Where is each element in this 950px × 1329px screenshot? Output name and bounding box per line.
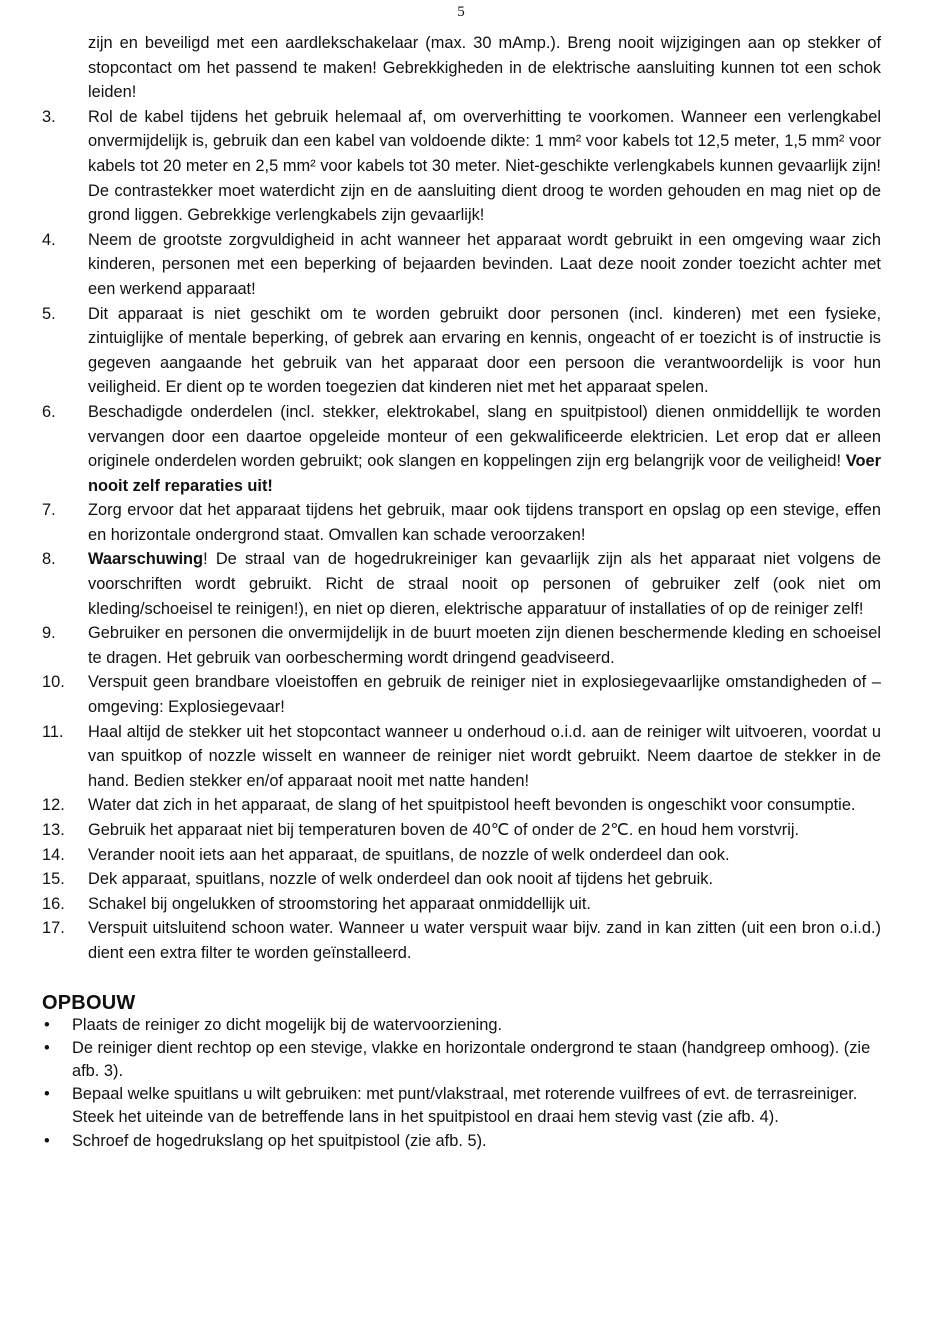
item-text: Neem de grootste zorgvuldigheid in acht wanneer het apparaat wordt gebruikt in een omgeving waar zich kinderen, personen met een beperking of bejaarden bevinden. Laat deze nooit zonder toezicht achter met een werkend apparaat! (88, 230, 881, 298)
safety-item-16 (42, 892, 881, 917)
item-text-container (88, 547, 881, 621)
item-number: 10. (42, 673, 65, 692)
list-item (42, 1014, 881, 1037)
safety-item-7 (42, 498, 881, 547)
item-text: Schakel bij ongelukken of stroomstoring het apparaat onmiddellijk uit. (88, 894, 591, 913)
safety-item-6 (42, 400, 881, 498)
item-number: 16. (42, 894, 65, 913)
item-text: Water dat zich in het apparaat, de slang of het spuitpistool heeft bevonden is ongeschikt voor consumptie. (88, 796, 856, 815)
item-text: Gebruik het apparaat niet bij temperaturen boven de 40℃ of onder de 2℃. en houd hem vorstvrij. (88, 821, 800, 839)
item-text: Beschadigde onderdelen (incl. stekker, elektrokabel, slang en spuitpistool) dienen onmiddellijk te worden vervangen door een daartoe opgeleide monteur of een gekwalificeerde elektricien. Let erop dat er alleen originele onderdelen worden gebruikt; ook slangen en koppelingen zijn erg belangrijk voor de veiligheid! (88, 402, 881, 471)
bullet-text: Plaats de reiniger zo dicht mogelijk bij de watervoorziening. (72, 1015, 503, 1034)
list-item (42, 1083, 881, 1129)
item-number: 9. (42, 624, 56, 643)
bullet-text: De reiniger dient rechtop op een stevige, vlakke en horizontale ondergrond te staan (handgreep omhoog). (zie afb. 3). (72, 1038, 871, 1080)
item-text: Verander nooit iets aan het apparaat, de spuitlans, de nozzle of welk onderdeel dan ook. (88, 845, 730, 864)
item-number: 3. (42, 107, 56, 126)
bullet-icon: • (44, 1131, 50, 1150)
safety-item-17 (42, 916, 881, 965)
bullet-icon: • (44, 1085, 50, 1104)
item-number: 8. (42, 550, 56, 569)
safety-item-3 (42, 105, 881, 228)
bullet-text: Schroef de hogedrukslang op het spuitpistool (zie afb. 5). (72, 1131, 487, 1150)
item-text: Verspuit uitsluitend schoon water. Wanneer u water verspuit waar bijv. zand in kan zitten (uit een bron o.i.d.) dient een extra filter te worden geïnstalleerd. (88, 919, 881, 962)
list-item (42, 1130, 881, 1153)
item-text: Zorg ervoor dat het apparaat tijdens het gebruik, maar ook tijdens transport en opslag op een stevige, effen en horizontale ondergrond staat. Omvallen kan schade veroorzaken! (88, 501, 881, 544)
item-number: 6. (42, 402, 56, 421)
bullet-text: Bepaal welke spuitlans u wilt gebruiken: met punt/vlakstraal, met roterende vuilfrees of evt. de terrasreiniger. Steek het uiteinde van de betreffende lans in het spuitpistool en draai hem stevig vast (zie afb. 4). (72, 1085, 858, 1127)
safety-item-15 (42, 867, 881, 892)
item-number: 5. (42, 304, 56, 323)
item-text: Rol de kabel tijdens het gebruik helemaal af, om oververhitting te voorkomen. Wanneer een verlengkabel onvermijdelijk is, gebruik dan een kabel van voldoende dikte: 1 mm² voor kabels tot 12,5 meter, 1,5 mm² voor kabels tot 20 meter en 2,5 mm² voor kabels tot 30 meter. Niet-geschikte verlengkabels kunnen gevaarlijk zijn! De contrastekker moet waterdicht zijn en de aansluiting dient droog te worden gehouden en mag niet op de grond liggen. Gebrekkige verlengkabels zijn gevaarlijk! (88, 107, 881, 225)
item-text: Verspuit geen brandbare vloeistoffen en gebruik de reiniger niet in explosiegevaarlijke omstandigheden of –omgeving: Explosiegevaar! (88, 673, 881, 717)
bullet-icon: • (44, 1015, 50, 1034)
page-content (42, 31, 881, 1153)
item-number: 13. (42, 821, 65, 839)
safety-instructions-list (42, 105, 881, 966)
item-text: Dit apparaat is niet geschikt om te worden gebruikt door personen (incl. kinderen) met een fysieke, zintuiglijke of mentale beperking, of gebrek aan ervaring en kennis, ongeacht of er toezicht is of instructie is gegeven aangaande het gebruik van het apparaat door een persoon die verantwoordelijk is voor hun veiligheid. Er dient op te worden toegezien dat kinderen niet met het apparaat spelen. (88, 304, 881, 397)
item-text-container (88, 400, 881, 498)
section-heading-opbouw: OPBOUW (42, 991, 136, 1014)
safety-item-8 (42, 547, 881, 621)
item-text: ! De straal van de hogedrukreiniger kan gevaarlijk zijn als het apparaat niet volgens de voorschriften wordt gebruikt. Richt de straal nooit op personen of gebruiker zelf (ook niet om kleding/schoeisel te reinigen!), en niet op dieren, elektrische apparatuur of installaties of op de reiniger zelf! (88, 550, 881, 618)
item-bold-warning: Waarschuwing (88, 550, 204, 569)
item-number: 14. (42, 845, 65, 864)
intro-continuation: zijn en beveiligd met een aardlekschakelaar (max. 30 mAmp.). Breng nooit wijzigingen aan op stekker of stopcontact om het passend te maken! Gebrekkigheden in de elektrische aansluiting kunnen tot een schok leiden! (88, 34, 881, 102)
safety-item-10 (42, 670, 881, 719)
safety-item-12 (42, 793, 881, 818)
safety-item-11 (42, 720, 881, 794)
page-number: 5 (457, 4, 465, 20)
safety-item-13 (42, 818, 881, 843)
safety-item-9 (42, 621, 881, 670)
list-item (42, 1037, 881, 1083)
safety-item-5 (42, 302, 881, 400)
item-number: 12. (42, 796, 65, 815)
item-number: 11. (42, 722, 64, 741)
item-text: Gebruiker en personen die onvermijdelijk in de buurt moeten zijn dienen beschermende kleding en schoeisel te dragen. Het gebruik van oorbescherming wordt dringend geadviseerd. (88, 624, 881, 667)
item-bold-warning: Voer nooit zelf reparaties uit! (88, 452, 881, 495)
opbouw-bullet-list (42, 1014, 881, 1153)
bullet-icon: • (44, 1038, 50, 1057)
item-number: 4. (42, 230, 56, 249)
item-text: Haal altijd de stekker uit het stopcontact wanneer u onderhoud o.i.d. aan de reiniger wilt uitvoeren, voordat u van spuitkop of nozzle wisselt en wanneer de reiniger niet wordt gebruikt. Neem daartoe de stekker in de hand. Bedien stekker en/of apparaat nooit met natte handen! (88, 722, 881, 790)
safety-item-14 (42, 843, 881, 868)
item-number: 17. (42, 919, 65, 938)
item-text: Dek apparaat, spuitlans, nozzle of welk onderdeel dan ook nooit af tijdens het gebruik. (88, 870, 714, 889)
item-number: 15. (42, 870, 65, 889)
item-number: 7. (42, 501, 56, 520)
safety-item-4 (42, 228, 881, 302)
